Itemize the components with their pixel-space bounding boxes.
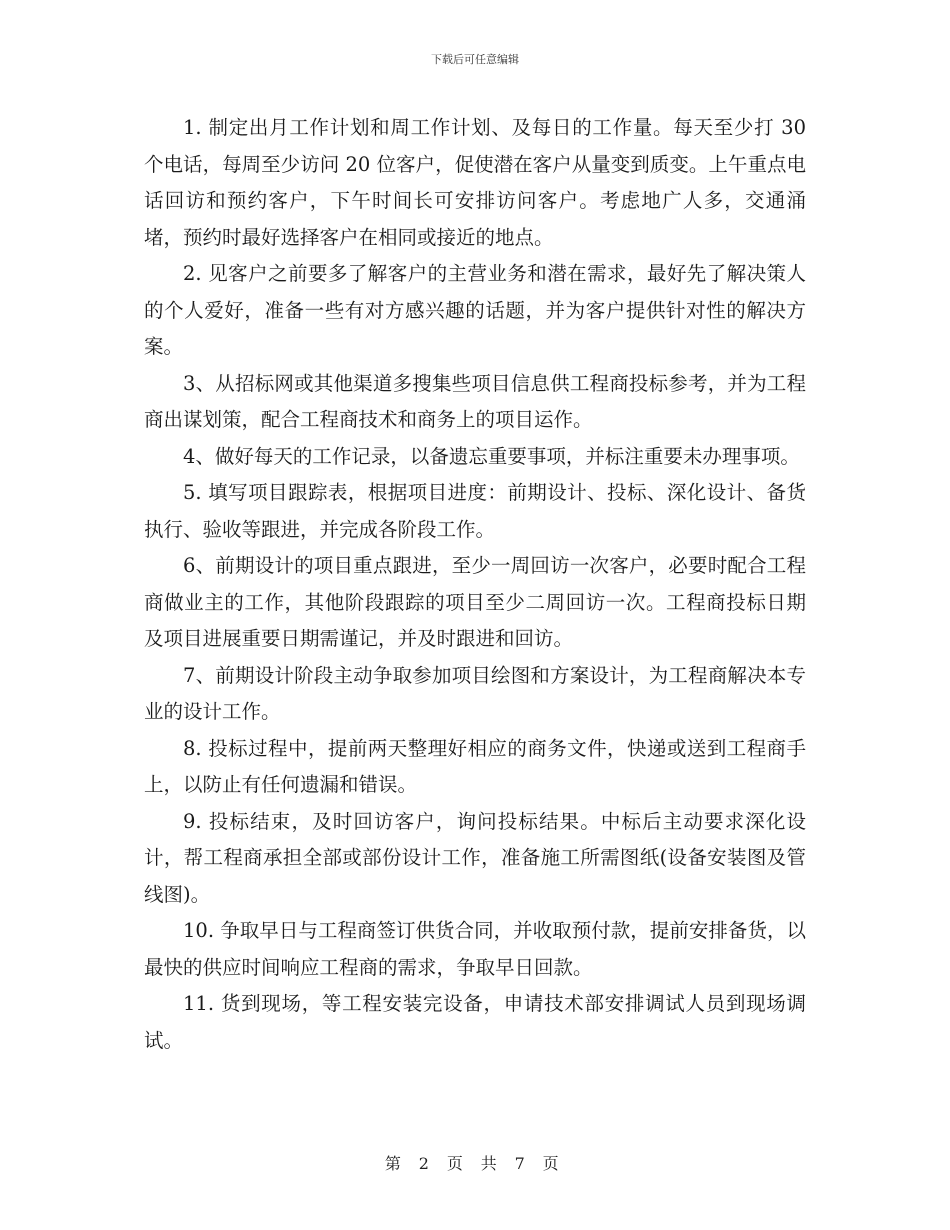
paragraph-5: 5. 填写项目跟踪表，根据项目进度：前期设计、投标、深化设计、备货执行、验收等跟进，并完成各阶段工作。 [144,481,806,541]
paragraph-2: 2. 见客户之前要多了解客户的主营业务和潜在需求，最好先了解决策人的个人爱好，准备一些有对方感兴趣的话题，并为客户提供针对性的解决方案。 [144,262,806,358]
page-header: 下载后可任意编辑 [431,53,519,66]
paragraph-10: 10. 争取早日与工程商签订供货合同，并收取预付款，提前安排备货，以最快的供应时间响应工程商的需求，争取早日回款。 [144,919,806,979]
paragraph-1: 1. 制定出月工作计划和周工作计划、及每日的工作量。每天至少打 30 个电话，每周至少访问 20 位客户，促使潜在客户从量变到质变。上午重点电话回访和预约客户，下午时间长可安排访问客户。考虑地广人多，交通涌堵，预约时最好选择客户在相同或接近的地点。 [144,116,806,249]
paragraph-4: 4、做好每天的工作记录，以备遗忘重要事项，并标注重要未办理事项。 [183,444,800,468]
document-body [144,110,806,1059]
page-number-footer: 第 2 页 共 7 页 [384,1154,566,1173]
paragraph-9: 9. 投标结束，及时回访客户，询问投标结果。中标后主动要求深化设计，帮工程商承担全部或部份设计工作，准备施工所需图纸(设备安装图及管线图)。 [144,809,806,906]
paragraph-7: 7、前期设计阶段主动争取参加项目绘图和方案设计，为工程商解决本专业的设计工作。 [144,663,806,723]
paragraph-6: 6、前期设计的项目重点跟进，至少一周回访一次客户，必要时配合工程商做业主的工作，其他阶段跟踪的项目至少二周回访一次。工程商投标日期及项目进展重要日期需谨记，并及时跟进和回访。 [144,554,806,650]
paragraph-3: 3、从招标网或其他渠道多搜集些项目信息供工程商投标参考，并为工程商出谋划策，配合工程商技术和商务上的项目运作。 [144,371,806,431]
paragraph-11: 11. 货到现场，等工程安装完设备，申请技术部安排调试人员到现场调试。 [144,992,806,1052]
paragraph-8: 8. 投标过程中，提前两天整理好相应的商务文件，快递或送到工程商手上，以防止有任何遗漏和错误。 [144,736,806,796]
